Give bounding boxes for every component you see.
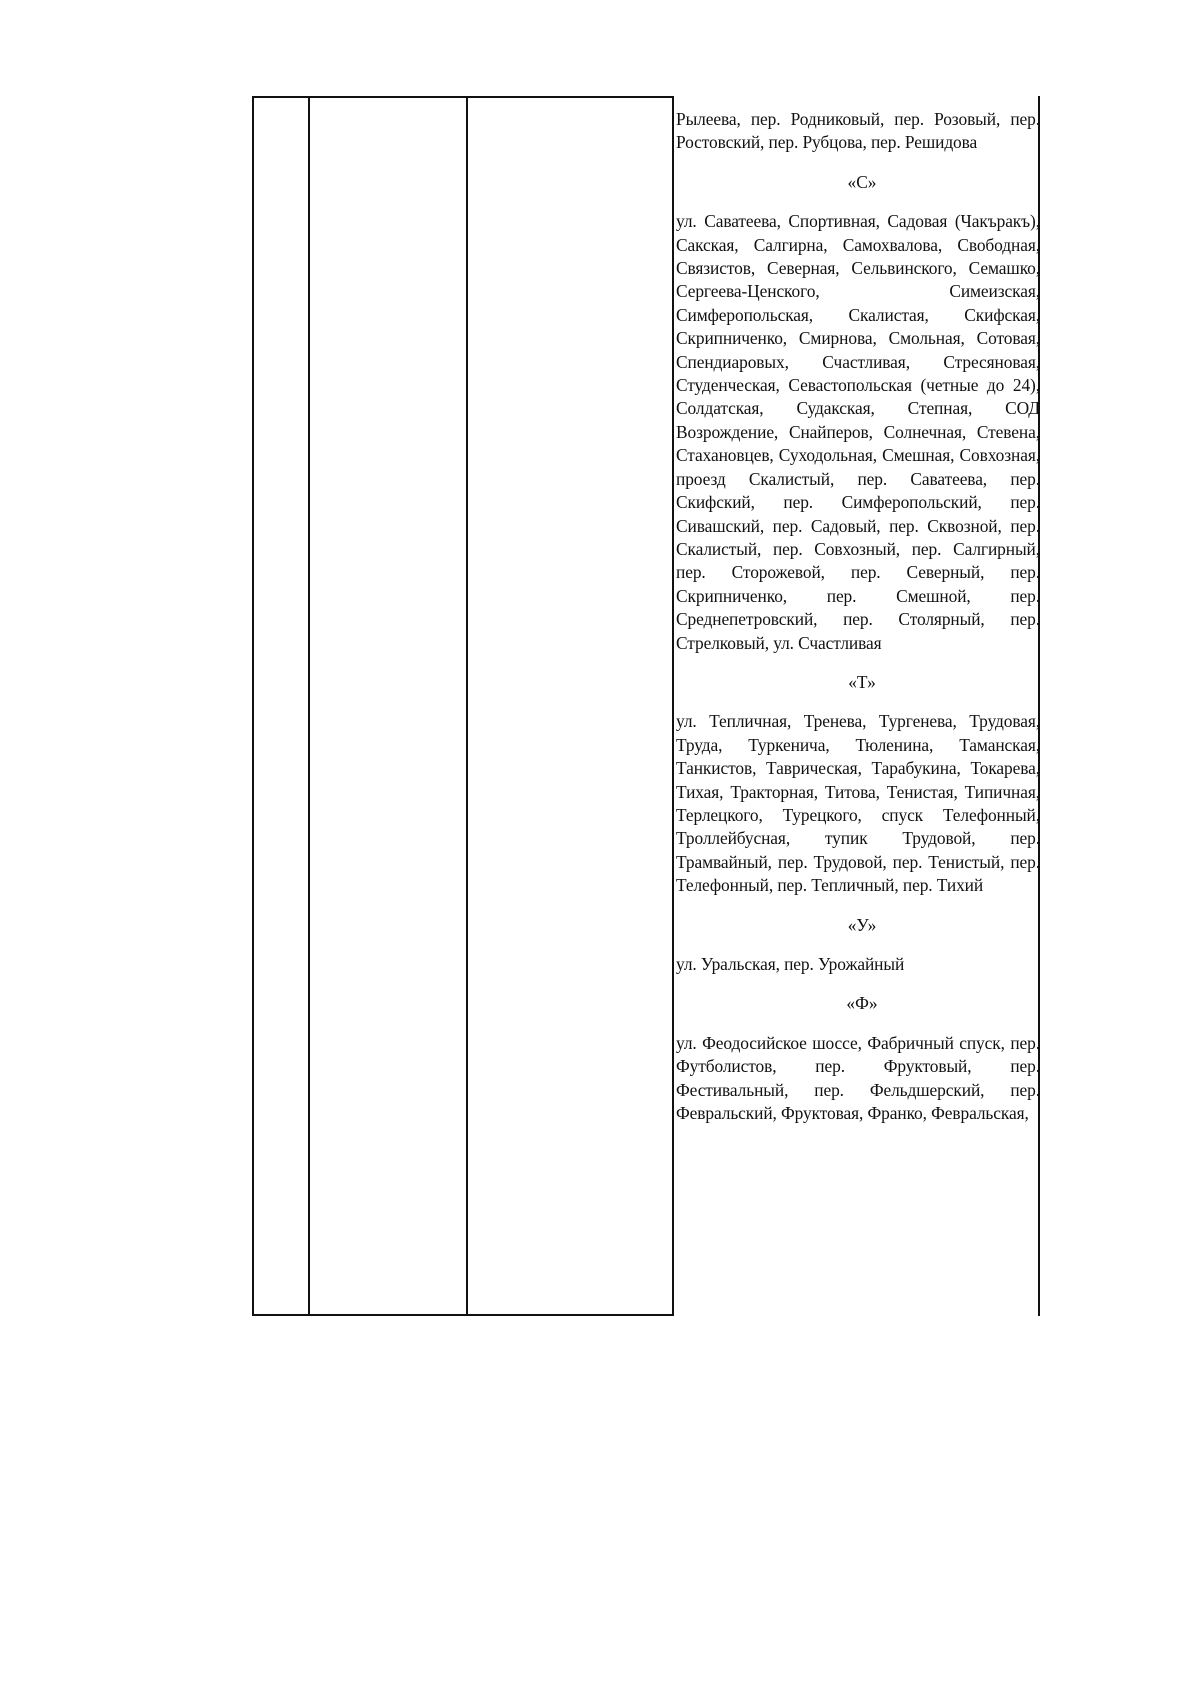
section-r-continuation: Рылеева, пер. Родниковый, пер. Розовый, пер. Ростовский, пер. Рубцова, пер. Решидова xyxy=(676,109,1040,153)
column-border-3 xyxy=(672,96,674,1316)
table-bottom-border xyxy=(252,1314,674,1316)
section-s-streets: ул. Саватеева, Спортивная, Садовая (Чакъракъ), Сакская, Салгирна, Самохвалова, Свободная, Связистов, Северная, Сельвинского, Семашко, Сергеева-Ценского, Симеизская, Симферопольская, Скалистая, Скифская, Скрипниченко, Смирнова, Смольная, Сотовая, Спендиаровых, Счастливая, Стресяновая, Студенческая, Севастопольская (четные до 24), Солдатская, Судакская, Степная, СОД Возрождение, Снайперов, Солнечная, Стевена, Стахановцев, Суходольная, Смешная, Совхозная, проезд Скалистый, пер. Саватеева, пер. Скифский, пер. Симферопольский, пер. Сивашский, пер. Садовый, пер. Сквозной, пер. Скалистый, пер. Совхозный, пер. Салгирный, пер. Сторожевой, пер. Северный, пер. Скрипниченко, пер. Смешной, пер. Среднепетровский, пер. Столярный, пер. Стрелковый, ул. Счастливая xyxy=(676,211,1040,653)
section-f-streets: ул. Феодосийское шоссе, Фабричный спуск, пер. Футболистов, пер. Фруктовый, пер. Фестивальный, пер. Фельдшерский, пер. Февральский, Фруктовая, Франко, Февральская, xyxy=(676,1032,1040,1124)
section-u-streets: ул. Уральская, пер. Урожайный xyxy=(676,954,905,974)
column-border-left xyxy=(252,96,254,1316)
column-border-1 xyxy=(308,96,310,1316)
table-top-border xyxy=(252,96,674,98)
letter-heading-t: «Т» xyxy=(848,671,876,692)
letter-heading-u: «У» xyxy=(847,914,877,935)
column-border-2 xyxy=(466,96,468,1316)
letter-heading-s: «С» xyxy=(847,171,877,192)
section-t-streets: ул. Тепличная, Тренева, Тургенева, Трудовая, Труда, Туркенича, Тюленина, Таманская, Танкистов, Таврическая, Тарабукина, Токарева, Тихая, Тракторная, Титова, Тенистая, Типичная, Терлецкого, Турецкого, спуск Телефонный, Троллейбусная, тупик Трудовой, пер. Трамвайный, пер. Трудовой, пер. Тенистый, пер. Телефонный, пер. Тепличный, пер. Тихий xyxy=(676,711,1040,896)
address-list-cell xyxy=(676,108,1040,1125)
letter-heading-f: «Ф» xyxy=(846,993,878,1014)
